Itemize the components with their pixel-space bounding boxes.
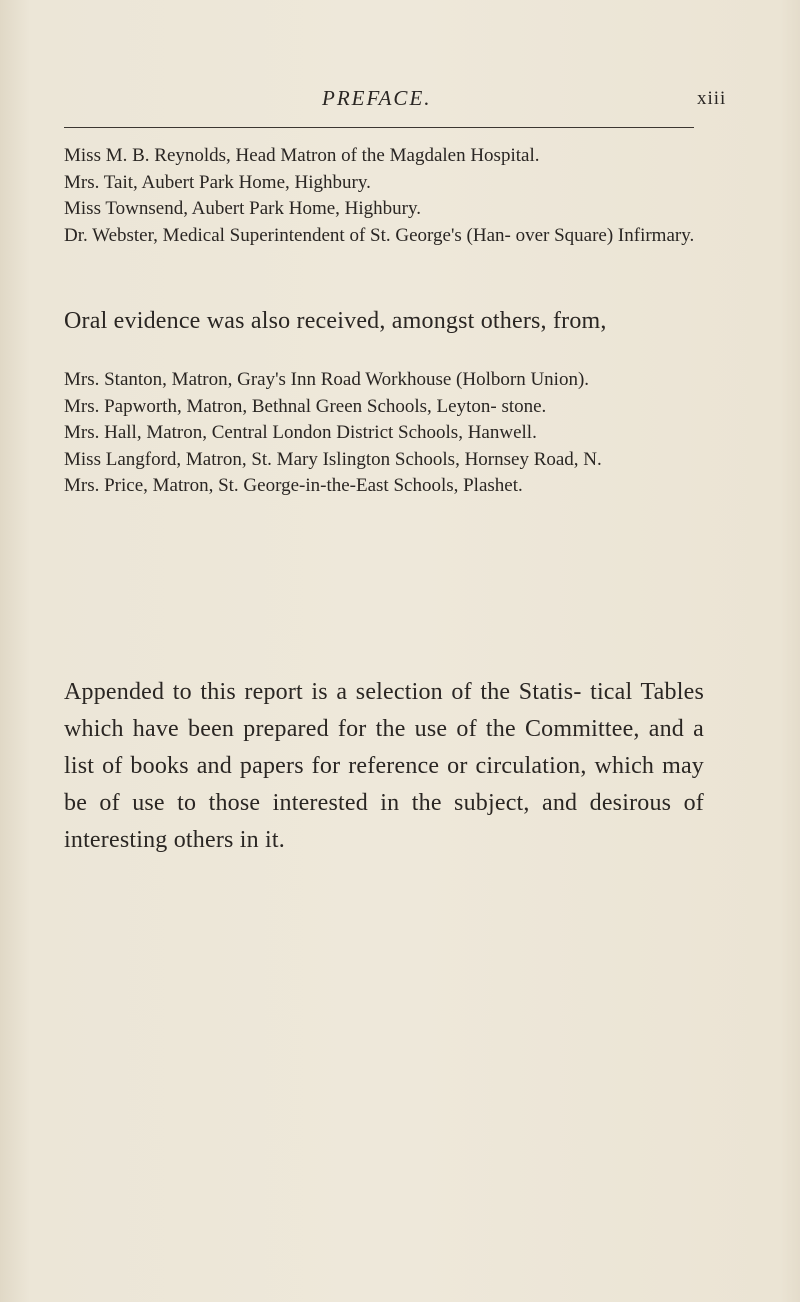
page-number: xiii [697,88,727,109]
closing-paragraph: Appended to this report is a selection of the Statis- tical Tables which have been prepared for the use of the Committee, and a list of books and papers for reference or circulation, which may be of use to those interested in the subject, and desirous of interesting others in it. [64,679,704,853]
list-item: Miss Langford, Matron, St. Mary Islington Schools, Hornsey Road, N. [64,448,602,470]
page-header [0,86,800,118]
running-head: PREFACE. [322,86,432,110]
oral-evidence-list [64,368,714,501]
list-item: Mrs. Stanton, Matron, Gray's Inn Road Workhouse (Holborn Union). [64,369,590,390]
list-item: Miss Townsend, Aubert Park Home, Highbury. [64,198,422,219]
list-item: Mrs. Tait, Aubert Park Home, Highbury. [64,171,371,193]
header-rule [64,127,694,128]
list-item: Miss M. B. Reynolds, Head Matron of the Magdalen Hospital. [64,145,540,166]
list-item: Mrs. Papworth, Matron, Bethnal Green Schools, Leyton- stone. [64,395,547,417]
list-item: Mrs. Hall, Matron, Central London District Schools, Hanwell. [64,422,537,443]
written-evidence-list [64,144,714,250]
list-item: Mrs. Price, Matron, St. George-in-the-East Schools, Plashet. [64,475,523,496]
oral-evidence-intro: Oral evidence was also received, amongst others, from, [64,308,607,334]
list-item: Dr. Webster, Medical Superintendent of St. George's (Han- over Square) Infirmary. [64,224,695,246]
